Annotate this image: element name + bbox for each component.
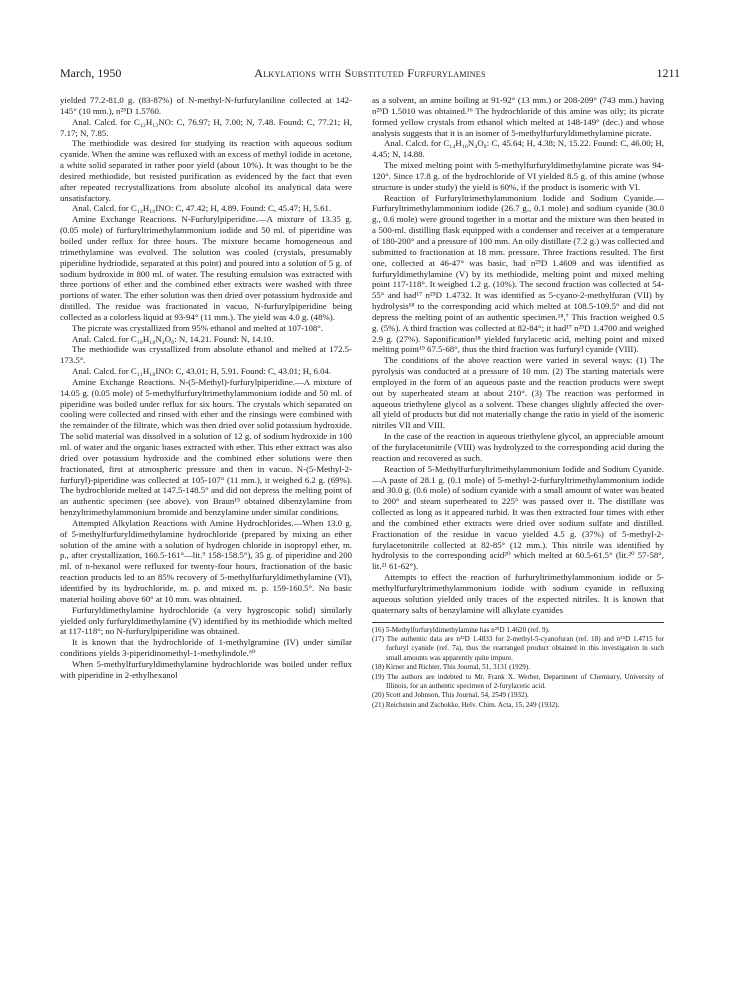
page-number: 1211 [656,66,680,80]
paragraph: The picrate was crystallized from 95% ethanol and melted at 107-108°. [72,322,323,333]
right-column [372,95,664,710]
paragraph: It is known that the hydrochloride of 1-methylgramine (IV) under similar conditions yields 3-piperidinomethyl-1-methylindole.⁶⁰ [60,637,352,659]
paragraph: Anal. Calcd. for C₁₆H₁₈N₄O₈: N, 14.21. Found: N, 14.10. [72,333,274,344]
paragraph: Attempted Alkylation Reactions with Amine Hydrochlorides.—When 13.0 g. of 5-methylfurfuryldimethylamine hydrochloride (prepared by mixing an ether solution of the amine with a solution of hydrogen chloride in isopropyl ether, m. p., after crystallization, 160.5-161°—lit.⁹ 158-158.5°), 35 g. of piperidine and 200 ml. of n-hexanol were refluxed for twenty-four hours, fractionation of the basic reaction products led to an 85% recovery of 5-methylfurfuryldimethylamine (VI), identified by its hydrochloride, m. p. and mixed m. p. 159-160.5°. No basic material boiling above 60° at 10 mm. was obtained. [60,517,352,604]
paragraph: The methiodide was crystallized from absolute ethanol and melted at 172.5-173.5°. [60,344,352,366]
right-column-body [372,95,664,616]
journal-date: March, 1950 [60,66,122,80]
paragraph: Anal. Calcd. for C₁₃H₁₆INO: C, 47.42; H, 4.89. Found: C, 45.47; H, 5.61. [72,203,332,214]
paragraph: Amine Exchange Reactions. N-(5-Methyl)-furfurylpiperidine.—A mixture of 14.05 g. (0.05 mole) of 5-methylfurfuryltrimethylammonium iodide and 50 ml. of piperidine was boiled under reflux for six hours. The crystals which separated on cooling were collected and rinsed with ether and the rinsings were combined with the remainder of the filtrate, which was then dried over solid potassium hydroxide. The solid material was dissolved in a solution of 12 g. of sodium hydroxide in 100 ml. of water and the organic bases extracted with ether. This ether extract was also dried over potassium hydroxide and the combined ether solutions were then fractionated, first at atmospheric pressure and then in vacuo. N-(5-Methyl-2-furfuryl)-piperidine was collected at 105-107° (11 mm.), it weighed 6.2 g. (69%). The hydrochloride melted at 147.5-148.5° and did not depress the melting point of an authentic specimen (see above). von Braun¹⁵ obtained dibenzylamine from benzyltrimethylammonium bromide and benzylamine under similar conditions. [60,376,352,518]
paragraph: The methiodide was desired for studying its reaction with aqueous sodium cyanide. When the amine was refluxed with an excess of methyl iodide in acetone, a white solid separated in rather poor yield (about 10%). It was thought to be the desired methiodide, but resisted purification as evidenced by the fact that even after repeated recrystallizations from absolute alcohol its analytical data were unsatisfactory. [60,138,352,203]
footnote: (17) The authentic data are n²⁵D 1.4833 for 2-methyl-5-cyanofuran (ref. 18) and n²⁵D 1.4715 for furfuryl cyanide (ref. 7a), thus the rearranged product obtained in this investigation in such small amounts was apparently quite impure. [372,634,664,662]
paragraph: Amine Exchange Reactions. N-Furfurylpiperidine.—A mixture of 13.35 g. (0.05 mole) of furfuryltrimethylammonium iodide and 50 ml. of piperidine was boiled under reflux for three hours. The mixture became homogeneous and trimethylamine was evolved. The solution was cooled (crystals, presumably piperidine hydriodide, separated at this point) and poured into a solution of 5 g. of sodium hydroxide in 800 ml. of water. The resulting emulsion was extracted with three portions of ether and the combined ether extracts were washed with three portions of water. The ether solution was then dried over potassium hydroxide and distilled. The residue was fractionated in vacuo, N-furfurylpiperidine being collected as a colorless liquid at 93-94° (11 mm.). The yield was 4.0 g. (48%). [60,214,352,322]
paragraph: Anal. Calcd. for C₁₄H₁₆N₄O₈: C, 45.64; H, 4.38; N, 15.22. Found: C, 46.00; H, 4.45; N, 14.88. [372,138,664,160]
footnote: (16) 5-Methylfurfuryldimethylamine has n²⁵D 1.4620 (ref. 9). [372,625,550,634]
paragraph: The mixed melting point with 5-methylfurfuryldimethylamine picrate was 94-120°. Since 17.8 g. of the hydrochloride of VI yielded 8.5 g. of this amine (whose structure is under study) the yield is 60%, if the product is isomeric with VI. [372,160,664,192]
running-title: Alkylations with Substituted Furfurylamines [254,66,486,80]
paragraph: Attempts to effect the reaction of furfuryltrimethylammonium iodide or 5-methylfurfuryltrimethylammonium iodide with sodium cyanide in refluxing aqueous solution yielded only traces of the expected nitriles. It is known that quaternary salts of benzylamine will alkylate cyanides [372,572,664,615]
footnote: (19) The authors are indebted to Mr. Frank X. Werber, Department of Chemistry, University of Illinois, for an authentic specimen of 2-furylacetic acid. [372,672,664,690]
footnote: (20) Scott and Johnson, This Journal, 54, 2549 (1932). [372,691,529,700]
paragraph: yielded 77.2-81.0 g. (83-87%) of N-methyl-N-furfurylaniline collected at 142-145° (10 mm.), n²⁵D 1.5760. [60,95,352,116]
left-column [60,95,352,681]
paragraph: as a solvent, an amine boiling at 91-92° (13 mm.) or 208-209° (743 mm.) having n²⁵D 1.5010 was obtained.¹⁶ The hydrochloride of this amine was oily; its picrate formed yellow crystals from ethanol which melted at 148-149° (dec.) and whose analysis suggests that it is an isomer of 5-methylfurfuryldimethylamine picrate. [372,95,664,138]
footnote: (18) Kirner and Richter, This Journal, 51, 3131 (1929). [372,663,531,672]
paragraph: The conditions of the above reaction were varied in several ways: (1) The pyrolysis was conducted at a pressure of 10 mm. (2) The starting materials were employed in the form of an aqueous paste and the reaction products were swept out by superheated steam at about 210°. (3) The reaction was performed in aqueous triethylene glycol as a solvent. These changes slightly affected the over-all yield of products but did not materially change the ratio in yield of the isomeric nitriles VII and VIII. [372,355,664,431]
paragraph: Reaction of 5-Methylfurfuryltrimethylammonium Iodide and Sodium Cyanide.—A paste of 28.1 g. (0.1 mole) of 5-methyl-2-furfuryltrimethylammonium iodide and 30.0 g. (0.6 mole) of sodium cyanide with a small amount of water was heated to 200° and steam superheated to 225° was passed over it. The distillate was collected as long as it appeared turbid. It was then extracted four times with ether and the combined ether extracts were dried over sodium sulfate and distilled. Fractionation of the residue in vacuo yielded 4.5 g. (37%) of 5-methyl-2-furylacetonitrile collected at 82-85° (12 mm.). This nitrile was identified by hydrolysis to the corresponding acid²⁰ which melted at 60.5-61.5° (lit.²⁰ 57-58°, lit.²¹ 61-62°). [372,463,664,572]
paragraph: Reaction of Furfuryltrimethylammonium Iodide and Sodium Cyanide.—Furfuryltrimethylammonium iodide (26.7 g., 0.1 mole) and sodium cyanide (30.0 g., 0.6 mole) were ground together in a mortar and the mixture was then heated in a 500-ml. distilling flask equipped with a condenser and receiver at a temperature of 180-200° and a pressure of 100 mm. An oily distillate (7.2 g.) was collected and submitted to fractionation at 18 mm. pressure. Three fractions resulted. The first one, collected at 46-47° was basic, had n²⁵D 1.4609 and was identified as furfuryldimethylamine (V) by its methiodide, melting point and mixed melting point 117-118°. It weighed 1.2 g. (10%). The second fraction was collected at 54-55° and had¹⁷ n²⁵D 1.4732. It was identified as 5-cyano-2-methylfuran (VII) by hydrolysis¹⁸ to the corresponding acid which melted at 108.5-109.5° and did not depress the melting point of an authentic specimen.¹⁸,⁷ This fraction weighed 0.5 g. (5%). A third fraction was collected at 82-84°; it had¹⁷ n²⁵D 1.4700 and weighed 2.9 g. (27%). Saponification¹⁸ yielded furylacetic acid, melting point and mixed melting point¹⁹ 67.5-68°, thus the third fraction was furfuryl cyanide (VIII). [372,192,664,355]
paragraph: When 5-methylfurfuryldimethylamine hydrochloride was boiled under reflux with piperidine in 2-ethylhexanol [60,658,352,680]
paragraph: Anal. Calcd. for C₁₁H₁₈INO: C, 43.01; H, 5.91. Found: C, 43.01; H, 6.04. [72,366,332,377]
footnotes [372,622,664,711]
page-header [60,66,680,82]
footnote: (21) Reichstein and Zschokke, Helv. Chim. Acta, 15, 249 (1932). [372,700,560,709]
paragraph: Anal. Calcd. for C₁₂H₁₃NO: C, 76.97; H, 7.00; N, 7.48. Found: C, 77.21; H, 7.17; N, 7.85. [60,116,352,138]
paragraph: Furfuryldimethylamine hydrochloride (a very hygroscopic solid) similarly yielded only furfuryldimethylamine (V) identified by its methiodide which melted at 117-118°; no N-furfurylpiperidine was obtained. [60,604,352,637]
paragraph: In the case of the reaction in aqueous triethylene glycol, an appreciable amount of the furylacetonitrile (VIII) was hydrolyzed to the corresponding acid during the reaction and recovered as such. [372,431,664,463]
